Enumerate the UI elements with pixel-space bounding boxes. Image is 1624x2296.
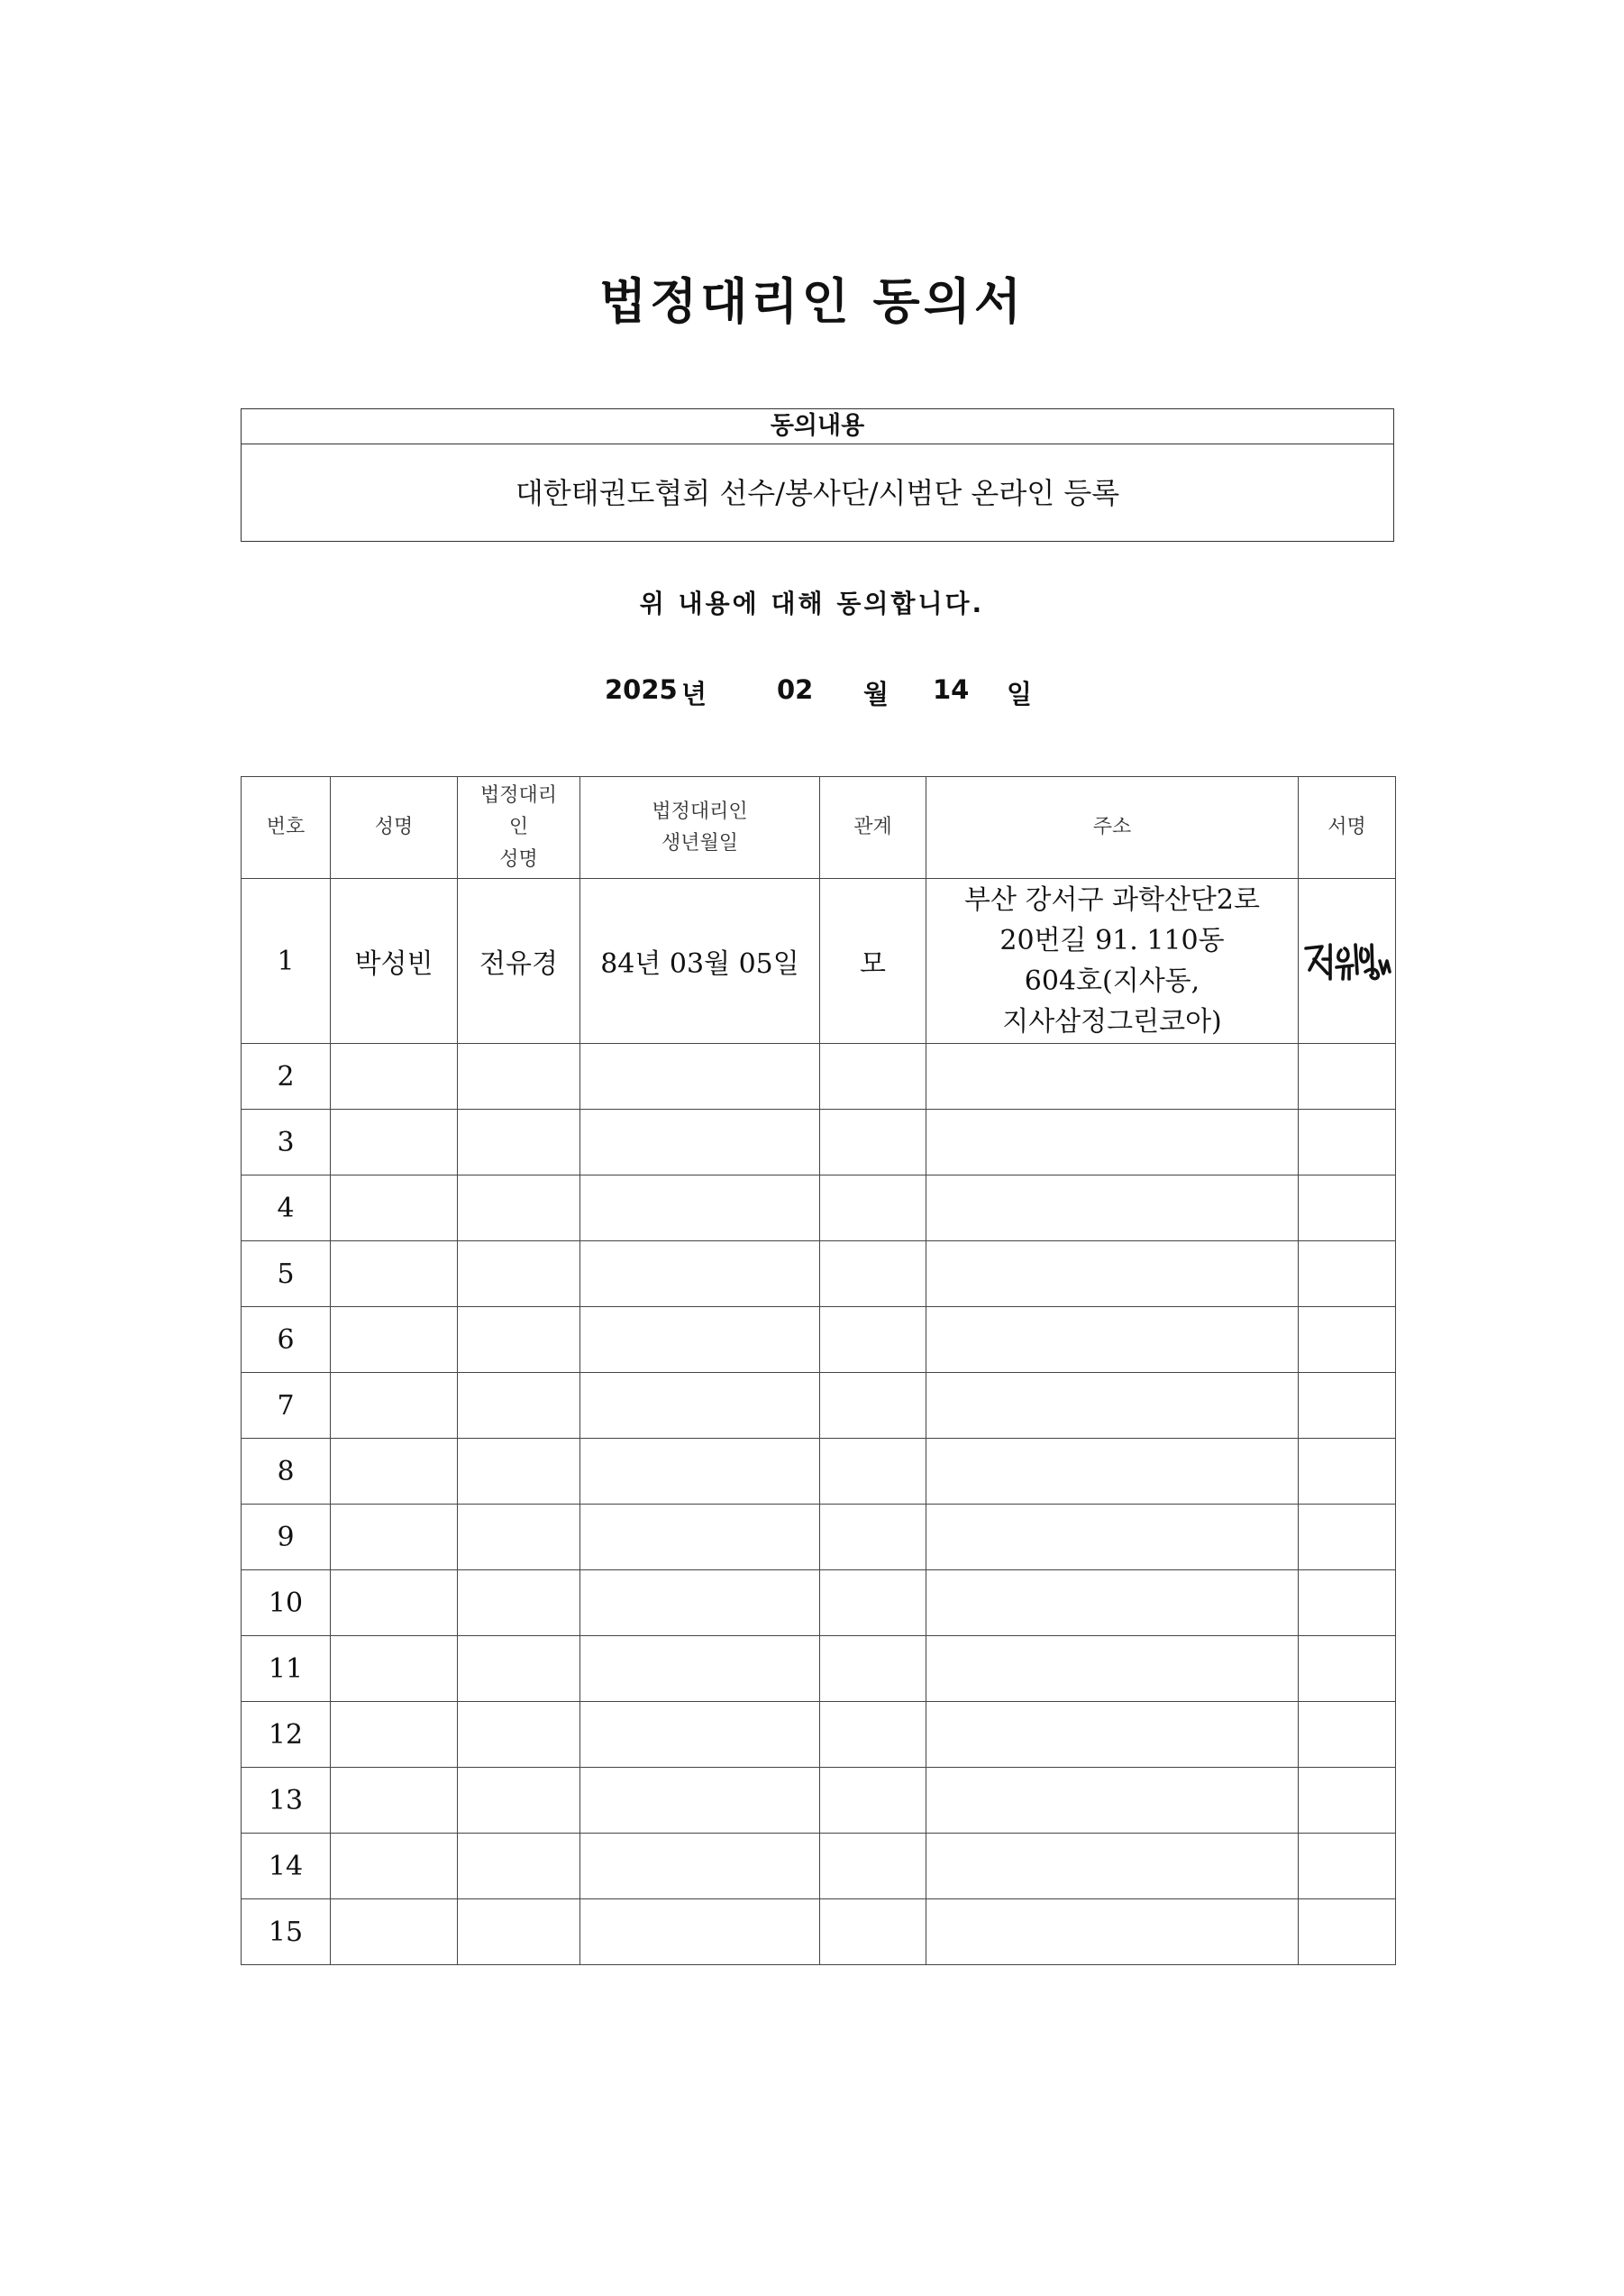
cell-guardian-name: [458, 1570, 580, 1636]
cell-number: 7: [242, 1373, 331, 1439]
cell-signature: [1299, 1899, 1396, 1965]
cell-signature: [1299, 1702, 1396, 1768]
cell-signature: [1299, 1110, 1396, 1175]
cell-relation: [820, 1110, 926, 1175]
cell-guardian-birth: [580, 1768, 820, 1834]
cell-signature: [1299, 1307, 1396, 1373]
cell-guardian-name: [458, 1373, 580, 1439]
cell-guardian-name: [458, 1241, 580, 1307]
cell-guardian-birth: [580, 1044, 820, 1110]
header-relation: 관계: [820, 777, 926, 879]
table-row: [242, 1110, 1396, 1175]
consent-content-box: [241, 408, 1394, 542]
cell-name: [331, 1439, 458, 1505]
document-title: 법정대리인 동의서: [598, 272, 1026, 330]
address-line: 지사삼정그린코아): [1002, 1006, 1222, 1038]
cell-relation: [820, 1439, 926, 1505]
cell-signature: [1299, 1241, 1396, 1307]
cell-address: [926, 1636, 1299, 1702]
cell-relation: [820, 1636, 926, 1702]
cell-relation: [820, 1044, 926, 1110]
cell-number: 1: [242, 879, 331, 1044]
table-row: [242, 1636, 1396, 1702]
date-year-unit: 년: [681, 679, 707, 709]
cell-number: 2: [242, 1044, 331, 1110]
cell-guardian-name: [458, 1044, 580, 1110]
cell-guardian-birth: 84년 03월 05일: [580, 879, 820, 1044]
table-row: [242, 1702, 1396, 1768]
cell-address: [926, 1768, 1299, 1834]
cell-number: 6: [242, 1307, 331, 1373]
cell-relation: [820, 1505, 926, 1570]
cell-signature: [1299, 1439, 1396, 1505]
cell-relation: [820, 1175, 926, 1241]
table-row: [242, 1768, 1396, 1834]
cell-number: 11: [242, 1636, 331, 1702]
cell-guardian-name: [458, 1702, 580, 1768]
header-name: 성명: [331, 777, 458, 879]
cell-number: 10: [242, 1570, 331, 1636]
table-row: [242, 1834, 1396, 1899]
cell-guardian-birth: [580, 1636, 820, 1702]
cell-relation: [820, 1702, 926, 1768]
cell-signature: [1299, 1175, 1396, 1241]
consent-content: 대한태권도협회 선수/봉사단/시범단 온라인 등록: [515, 476, 1120, 510]
cell-name: [331, 1307, 458, 1373]
cell-guardian-name: [458, 1899, 580, 1965]
cell-guardian-birth: [580, 1702, 820, 1768]
cell-relation: [820, 1834, 926, 1899]
cell-address: [926, 1307, 1299, 1373]
address-line: 604호(지사동,: [1024, 965, 1200, 997]
cell-guardian-birth: [580, 1241, 820, 1307]
cell-guardian-name: 전유경: [458, 879, 580, 1044]
cell-relation: [820, 1373, 926, 1439]
address-line: 20번길 91. 110동: [999, 925, 1225, 956]
cell-address: [926, 1110, 1299, 1175]
table-row: [242, 1505, 1396, 1570]
header-address: 주소: [926, 777, 1299, 879]
cell-signature: [1299, 1834, 1396, 1899]
cell-name: [331, 1044, 458, 1110]
cell-signature: [1299, 1768, 1396, 1834]
header-guardian-birth: 법정대리인 생년월일: [580, 777, 820, 879]
cell-name: [331, 1175, 458, 1241]
cell-guardian-name: [458, 1175, 580, 1241]
cell-guardian-birth: [580, 1110, 820, 1175]
cell-guardian-birth: [580, 1439, 820, 1505]
handwritten-signature: [1300, 934, 1394, 988]
cell-number: 12: [242, 1702, 331, 1768]
cell-number: 4: [242, 1175, 331, 1241]
cell-guardian-birth: [580, 1834, 820, 1899]
cell-guardian-birth: [580, 1307, 820, 1373]
cell-number: 5: [242, 1241, 331, 1307]
cell-name: [331, 1702, 458, 1768]
cell-number: 13: [242, 1768, 331, 1834]
cell-address: [926, 1899, 1299, 1965]
table-row: [242, 879, 1396, 1044]
cell-relation: [820, 1899, 926, 1965]
cell-name: [331, 1768, 458, 1834]
cell-name: [331, 1899, 458, 1965]
table-row: [242, 1570, 1396, 1636]
table-row: [242, 1044, 1396, 1110]
cell-signature: [1299, 1373, 1396, 1439]
header-number: 번호: [242, 777, 331, 879]
cell-address: [926, 1570, 1299, 1636]
table-row: [242, 1899, 1396, 1965]
cell-address: [926, 1175, 1299, 1241]
cell-signature: [1299, 1570, 1396, 1636]
cell-guardian-birth: [580, 1899, 820, 1965]
cell-number: 3: [242, 1110, 331, 1175]
table-row: [242, 1241, 1396, 1307]
cell-relation: [820, 1241, 926, 1307]
cell-guardian-birth: [580, 1175, 820, 1241]
cell-guardian-name: [458, 1307, 580, 1373]
cell-address: [926, 1702, 1299, 1768]
cell-guardian-birth: [580, 1570, 820, 1636]
cell-address: [926, 879, 1299, 1044]
cell-name: [331, 1373, 458, 1439]
cell-address: [926, 1505, 1299, 1570]
cell-relation: [820, 1307, 926, 1373]
cell-guardian-name: [458, 1439, 580, 1505]
cell-guardian-name: [458, 1834, 580, 1899]
address-line: 부산 강서구 과학산단2로: [964, 884, 1260, 916]
cell-number: 14: [242, 1834, 331, 1899]
cell-address: [926, 1834, 1299, 1899]
table-row: [242, 1439, 1396, 1505]
date-day-unit: 일: [1007, 679, 1033, 709]
date-year: 2025: [605, 674, 678, 705]
cell-address: [926, 1044, 1299, 1110]
date-month-unit: 월: [863, 679, 890, 709]
cell-name: [331, 1241, 458, 1307]
cell-name: [331, 1636, 458, 1702]
cell-signature: [1299, 1505, 1396, 1570]
cell-name: [331, 1570, 458, 1636]
table-row: [242, 1175, 1396, 1241]
cell-name: [331, 1834, 458, 1899]
cell-relation: 모: [820, 879, 926, 1044]
cell-guardian-birth: [580, 1505, 820, 1570]
cell-number: 9: [242, 1505, 331, 1570]
cell-address: [926, 1373, 1299, 1439]
cell-name: 박성빈: [331, 879, 458, 1044]
date-day: 14: [933, 674, 970, 705]
cell-guardian-name: [458, 1110, 580, 1175]
cell-guardian-birth: [580, 1373, 820, 1439]
consent-header: 동의내용: [242, 409, 1393, 444]
cell-signature: [1299, 1636, 1396, 1702]
cell-address: [926, 1241, 1299, 1307]
table-header-row: [242, 777, 1396, 879]
cell-number: 8: [242, 1439, 331, 1505]
cell-signature: [1299, 879, 1396, 1044]
cell-name: [331, 1505, 458, 1570]
cell-guardian-name: [458, 1505, 580, 1570]
cell-guardian-name: [458, 1768, 580, 1834]
header-signature: 서명: [1299, 777, 1396, 879]
cell-address: [926, 1439, 1299, 1505]
table-row: [242, 1373, 1396, 1439]
guardian-signature-table: [241, 776, 1396, 1965]
cell-signature: [1299, 1044, 1396, 1110]
table-row: [242, 1307, 1396, 1373]
header-guardian-name: 법정대리 인 성명: [458, 777, 580, 879]
cell-number: 15: [242, 1899, 331, 1965]
date-month: 02: [777, 674, 814, 705]
cell-relation: [820, 1570, 926, 1636]
agreement-statement: 위 내용에 대해 동의합니다.: [639, 589, 985, 618]
cell-guardian-name: [458, 1636, 580, 1702]
cell-relation: [820, 1768, 926, 1834]
cell-name: [331, 1110, 458, 1175]
